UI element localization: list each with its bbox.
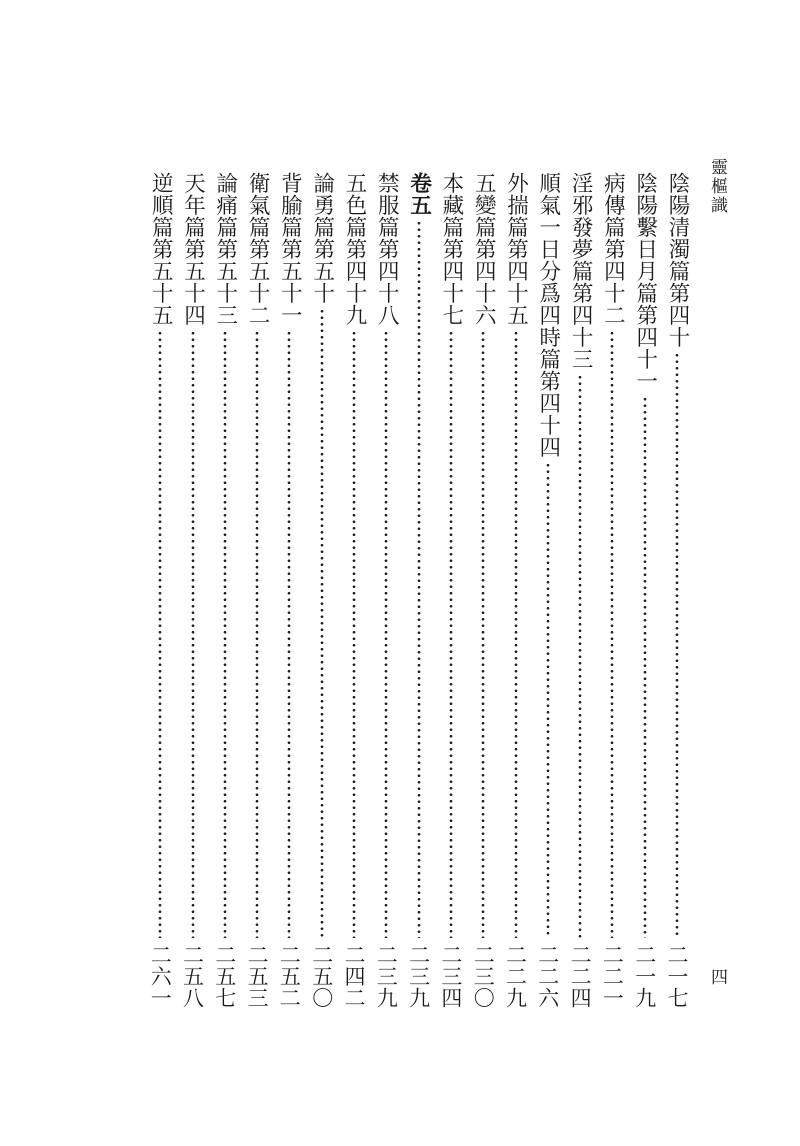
toc-entry-page: 二二六 (535, 943, 560, 1008)
toc-entry-page: 二一九 (632, 943, 657, 1008)
toc-entry-title: 論痛篇第五十三 (212, 172, 238, 326)
toc-entry-page: 二三四 (438, 943, 463, 1008)
toc-entry-page: 二三九 (374, 943, 399, 1008)
toc-entry (468, 172, 498, 1008)
toc-dot-leader (255, 330, 259, 938)
toc-entry-title: 外揣篇第四十五 (503, 172, 529, 326)
toc-dot-leader (514, 330, 518, 938)
toc-entry-page: 二四二 (342, 943, 366, 1008)
toc-dot-leader (643, 396, 647, 938)
toc-entry-page: 二一七 (665, 943, 689, 1008)
toc-entry-title: 陰陽繫日月篇第四十一 (632, 172, 658, 392)
toc-entry-page: 二三〇 (471, 943, 496, 1008)
toc-dot-leader (417, 220, 421, 938)
toc-entry (371, 172, 401, 1008)
toc-entry-title: 衛氣篇第五十二 (245, 172, 271, 326)
toc-dot-leader (191, 330, 195, 938)
toc-dot-leader (481, 330, 485, 938)
toc-entry (533, 172, 563, 1008)
toc-entry-page: 二五二 (277, 943, 302, 1008)
toc-entry-title: 順氣一日分爲四時篇第四十四 (535, 172, 561, 458)
toc-entry-title: 卷五 (406, 172, 432, 216)
toc-entry (565, 172, 595, 1008)
toc-entry (274, 172, 304, 1008)
toc-entry (210, 172, 240, 1008)
toc-entry-title: 五色篇第四十九 (342, 172, 367, 326)
toc-dot-leader (449, 330, 453, 938)
toc-entry-page: 二五七 (212, 943, 237, 1008)
toc-dot-leader (610, 330, 614, 938)
toc-entry-title: 陰陽清濁篇第四十 (665, 172, 690, 348)
toc-entry-page: 二五三 (245, 943, 270, 1008)
toc-entry-title: 本藏篇第四十七 (438, 172, 464, 326)
toc-entry (242, 172, 272, 1008)
page-number: 四 (707, 968, 727, 985)
toc-entry-page: 二二九 (503, 943, 528, 1008)
toc-entry-title: 逆順篇第五十五 (148, 172, 174, 326)
toc-dot-leader (158, 330, 162, 938)
toc-entry (307, 172, 337, 1008)
toc-entry (436, 172, 466, 1008)
toc-entry-page: 二五〇 (309, 943, 334, 1008)
running-header-title: 靈樞識 (707, 158, 727, 215)
toc-volume-heading (404, 172, 434, 1008)
toc-entry-title: 禁服篇第四十八 (374, 172, 400, 326)
toc-dot-leader (287, 330, 291, 938)
toc-entry-page: 二六一 (148, 943, 173, 1008)
toc-entry (178, 172, 208, 1008)
toc-entry (662, 172, 692, 1008)
toc-entry-title: 論勇篇第五十 (309, 172, 335, 304)
toc-dot-leader (223, 330, 227, 938)
toc-dot-leader (352, 330, 356, 938)
toc-entry (630, 172, 660, 1008)
toc-entry-page: 二二四 (568, 943, 593, 1008)
toc-dot-leader (384, 330, 388, 938)
toc-entry-page: 二三九 (406, 943, 431, 1008)
toc-dot-leader (675, 352, 679, 938)
toc-entry-page: 二五八 (180, 943, 205, 1008)
toc-entry-title: 五變篇第四十六 (471, 172, 497, 326)
toc-entry-title: 天年篇第五十四 (180, 172, 206, 326)
toc-dot-leader (578, 374, 582, 938)
toc-dot-leader (546, 462, 550, 938)
toc-entry-title: 背腧篇第五十一 (277, 172, 303, 326)
toc-entry (501, 172, 531, 1008)
toc-entry (339, 172, 369, 1008)
toc-entry-title: 病傳篇第四十二 (600, 172, 626, 326)
toc-entry (597, 172, 627, 1008)
toc-dot-leader (320, 308, 324, 938)
toc-entry-page: 二二一 (600, 943, 625, 1008)
toc-entry-title: 淫邪發夢篇第四十三 (568, 172, 594, 370)
toc-entry (145, 172, 175, 1008)
